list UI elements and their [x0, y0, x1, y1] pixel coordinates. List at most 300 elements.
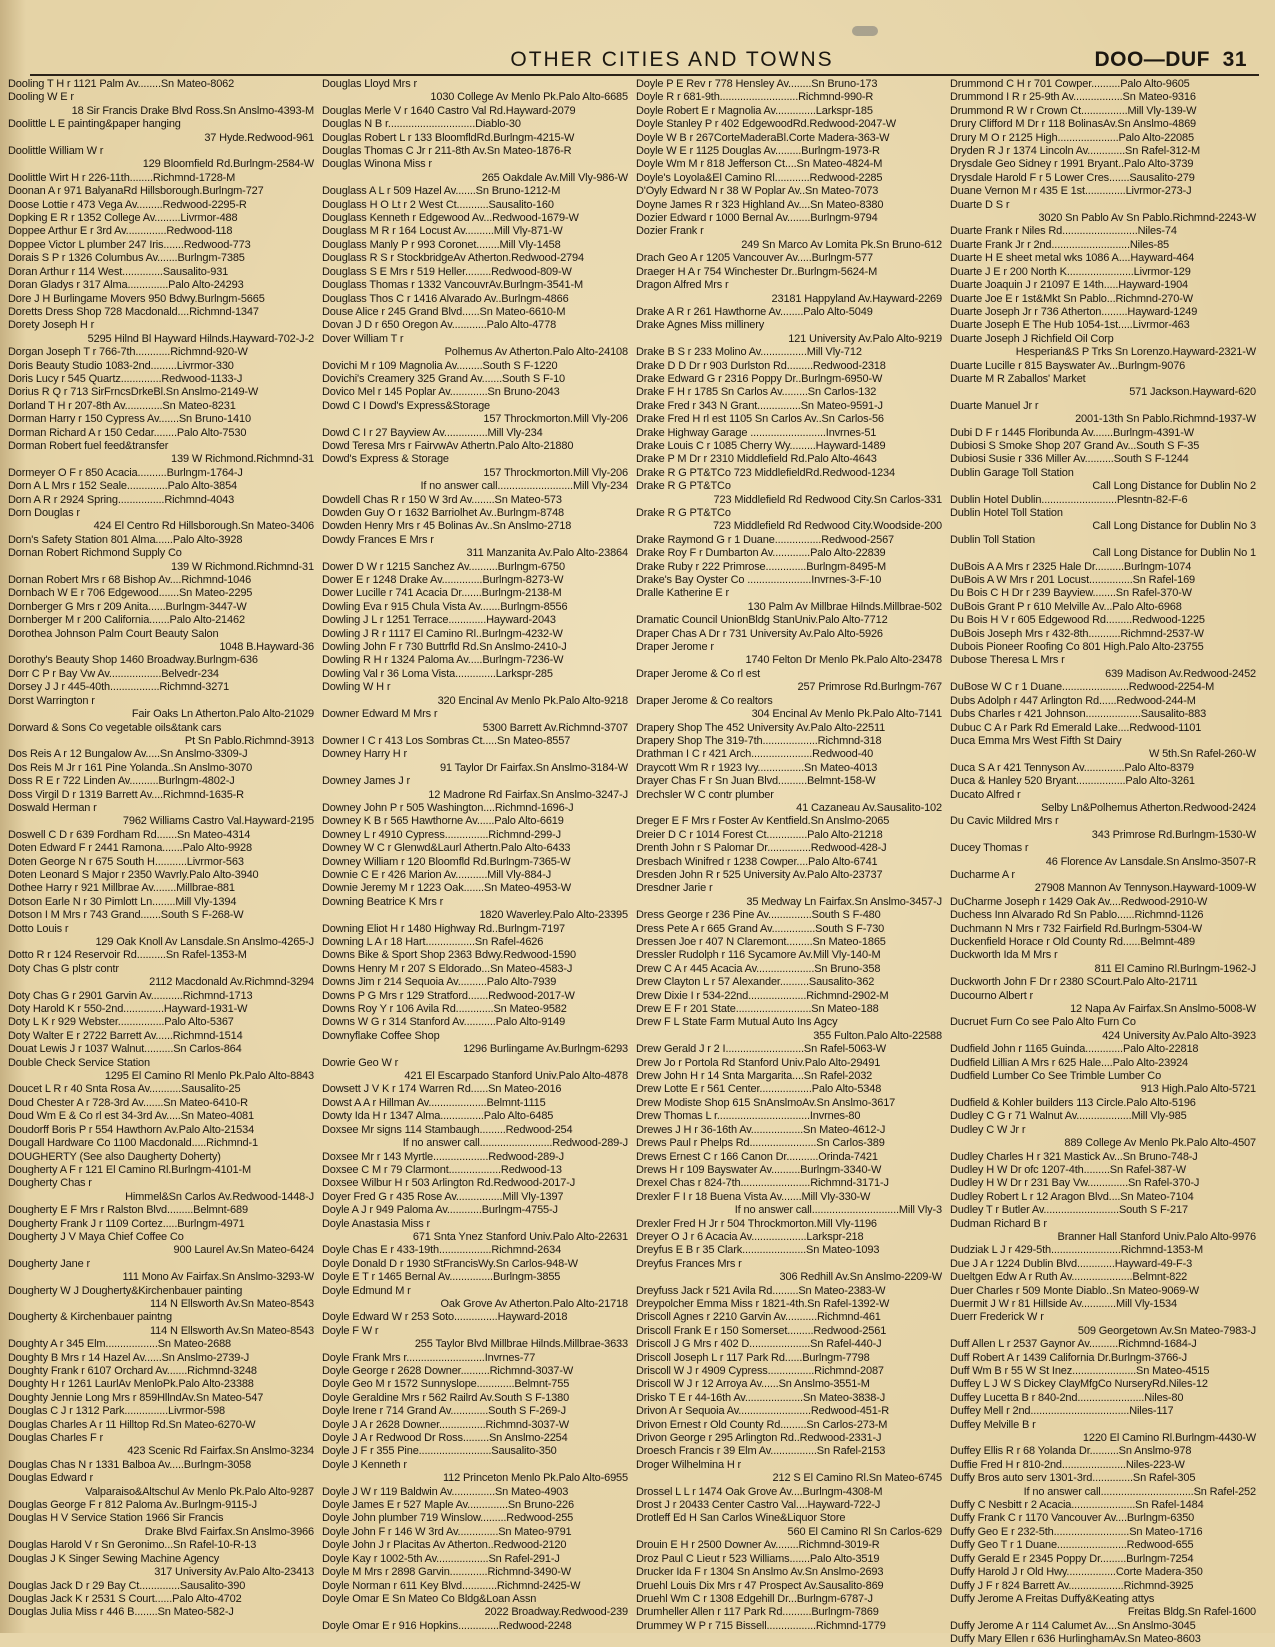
- directory-entry: Droz Paul C Lieut r 523 Williams.......Palo Alto-3519: [636, 1552, 880, 1565]
- directory-entry: Doxsee Wilbur H r 503 Arlington Rd.Redwood-2017-J: [322, 1177, 576, 1190]
- directory-entry: Selby Ln&Polhemus Atherton.Redwood-2424: [1041, 801, 1256, 814]
- directory-entry: Duchess Inn Alvarado Rd Sn Pablo......Richmnd-1126: [950, 909, 1204, 922]
- directory-entry: Dudley C G r 71 Walnut Av...................Mill Vly-985: [950, 1110, 1187, 1123]
- listing-column-2: [322, 78, 630, 1630]
- directory-entry: Dower E r 1248 Drake Av..............Burlngm-8273-W: [322, 574, 564, 587]
- directory-entry: Downs W G r 314 Stanford Av...........Palo Alto-9149: [322, 1016, 566, 1029]
- directory-entry: Doxsee Mr r 143 Myrtle...................Redwood-289-J: [322, 1150, 564, 1163]
- listing-column-1: [8, 78, 316, 1630]
- directory-entry: Duffie Fred H r 810-2nd......................Niles-223-W: [950, 1458, 1185, 1471]
- directory-entry: Douglas Charles F r: [8, 1432, 103, 1445]
- directory-entry: Dubs Charles r 421 Johnson...................Sausalito-883: [950, 708, 1207, 721]
- directory-entry: Duarte M R Zaballos' Market: [950, 372, 1086, 385]
- directory-entry: Dralle Katherine E r: [636, 587, 729, 600]
- directory-entry: Doten Edward F r 2441 Ramona.......Palo Alto-9928: [8, 842, 252, 855]
- directory-entry: Dorn A R r 2924 Spring................Richmnd-4043: [8, 493, 235, 506]
- directory-entry: Douglas Edward r: [8, 1472, 94, 1485]
- directory-entry: Drivon George r 295 Arlington Rd..Redwood-2331-J: [636, 1432, 882, 1445]
- directory-entry: Duffey L J W S Dickey ClayMfgCo NurseryRd.Niles-12: [950, 1378, 1208, 1391]
- directory-entry: Ducey Thomas r: [950, 842, 1029, 855]
- directory-entry: Douglas C J r 1312 Park...............Livrmor-598: [8, 1405, 226, 1418]
- directory-entry: Doolittle Wirt H r 226-11th........Richmnd-1728-M: [8, 171, 236, 184]
- directory-entry: Driscoll W J r 12 Arroya Av......Sn Anslmo-3551-M: [636, 1378, 870, 1391]
- directory-entry: Dos Reis M Jr r 161 Pine Yolanda..Sn Anslmo-3070: [8, 761, 253, 774]
- directory-entry: Dudfield Lumber Co See Trimble Lumber Co: [950, 1070, 1162, 1083]
- directory-entry: Douglas George F r 812 Paloma Av..Burlngm-9115-J: [8, 1499, 257, 1512]
- directory-entry: Duffy J F r 824 Barrett Av...................Richmnd-3925: [950, 1579, 1194, 1592]
- directory-entry: Dorman Harry r 150 Cypress Av.......Sn Bruno-1410: [8, 413, 251, 426]
- directory-entry: Dovichi M r 109 Magnolia Av.........South S F-1220: [322, 359, 558, 372]
- directory-entry: Doyle Geraldine Mrs r 562 Railrd Av.South S F-1380: [322, 1391, 570, 1404]
- directory-entry: 560 El Camino Rl Sn Carlos-629: [787, 1525, 942, 1538]
- directory-entry: 900 Laurel Av.Sn Mateo-6424: [173, 1244, 314, 1257]
- directory-entry: Duca Emma Mrs West Fifth St Dairy: [950, 734, 1122, 747]
- directory-entry: Doudorff Boris P r 554 Hawthorn Av.Palo Alto-21534: [8, 1123, 255, 1136]
- directory-entry: Duermit J W r 81 Hillside Av............Mill Vly-1534: [950, 1297, 1177, 1310]
- directory-entry: Doyle Robert E r Magnolia Av..............Larkspr-185: [636, 104, 873, 117]
- directory-entry: Dorman Richard A r 150 Cedar........Palo Alto-7530: [8, 426, 247, 439]
- directory-entry: Douglas Lloyd Mrs r: [322, 78, 417, 90]
- directory-entry: Drake R G PT&TCo 723 MiddlefieldRd.Redwood-1234: [636, 466, 895, 479]
- directory-entry: Duffy Bros auto serv 1301-3rd..............Sn Rafel-305: [950, 1472, 1196, 1485]
- directory-entry: 35 Medway Ln Fairfax.Sn Anslmo-3457-J: [746, 895, 942, 908]
- directory-entry: Doyle George r 2628 Downer..........Richmnd-3037-W: [322, 1365, 574, 1377]
- directory-entry: 27908 Mannon Av Tennyson.Hayward-1009-W: [1034, 882, 1256, 895]
- directory-entry: Dowd Teresa Mrs r FairvwAv Athertn.Palo Alto-21880: [322, 439, 574, 452]
- directory-entry: Dower Lucille r 741 Acacia Dr.......Burlngm-2138-M: [322, 587, 562, 600]
- directory-entry: Dower D W r 1215 Sanchez Av..........Burlngm-6750: [322, 560, 565, 573]
- directory-entry: Duca S A r 421 Tennyson Av..............Palo Alto-8379: [950, 761, 1194, 774]
- directory-entry: Dubois Pioneer Roofing Co 801 High.Palo Alto-23755: [950, 641, 1204, 654]
- directory-entry: Dothee Harry r 921 Millbrae Av........Millbrae-881: [8, 882, 235, 895]
- directory-entry: Drake R G PT&TCo: [636, 480, 731, 493]
- directory-entry: Duffy Jerome A r 114 Calumet Av....Sn Anslmo-3045: [950, 1619, 1196, 1632]
- directory-entry: Due J A r 1224 Dublin Blvd.............Hayward-49-F-3: [950, 1257, 1193, 1270]
- directory-entry: Douglass Thos C r 1416 Alvarado Av..Burlngm-4866: [322, 292, 569, 305]
- directory-entry: Drake D D Dr r 903 Durlston Rd.........Redwood-2318: [636, 359, 886, 372]
- directory-entry: Doty Chas G r 2901 Garvin Av...........Richmnd-1713: [8, 989, 253, 1002]
- directory-entry: Dowling John F r 730 Buttrfld Rd.Sn Anslmo-2410-J: [322, 641, 567, 654]
- directory-entry: 112 Princeton Menlo Pk.Palo Alto-6955: [442, 1472, 628, 1485]
- listing-column-3: [636, 78, 944, 1630]
- directory-entry: Dowsett J V K r 174 Warren Rd......Sn Mateo-2016: [322, 1083, 562, 1096]
- directory-entry: 311 Manzanita Av.Palo Alto-23864: [466, 547, 628, 560]
- directory-entry: Doppee Victor L plumber 247 Iris.......Redwood-773: [8, 238, 251, 251]
- directory-entry: Dorsey J J r 445-40th.................Richmnd-3271: [8, 681, 230, 694]
- directory-entry: Dreger E F Mrs r Foster Av Kentfield.Sn Anslmo-2065: [636, 815, 890, 828]
- directory-entry: Drews Paul r Phelps Rd.......................Sn Carlos-389: [636, 1137, 885, 1150]
- directory-entry: Dudley H W Dr r 231 Bay Vw..............Sn Rafel-370-J: [950, 1177, 1200, 1190]
- directory-entry: Duarte Joseph Jr r 736 Atherton.........Hayward-1249: [950, 305, 1198, 318]
- directory-entry: Drew Lotte E r 561 Center..................Palo Alto-5348: [636, 1083, 882, 1096]
- directory-entry: Duckenfield Horace r Old County Rd......Belmnt-489: [950, 936, 1196, 948]
- directory-entry: Drost J r 20433 Center Castro Val....Hayward-722-J: [636, 1499, 881, 1512]
- directory-entry: Douse Alice r 245 Grand Blvd......Sn Mateo-6610-M: [322, 305, 566, 318]
- directory-entry: Douglass Thomas r 1332 VancouvrAv.Burlngm-3541-M: [322, 279, 584, 292]
- directory-entry: Doten George N r 675 South H...........Livrmor-563: [8, 855, 244, 868]
- directory-entry: Downs P G Mrs r 129 Stratford.......Redwood-2017-W: [322, 989, 575, 1002]
- page-title: OTHER CITIES AND TOWNS: [510, 48, 834, 71]
- directory-entry: 1220 El Camino Rl.Burlngm-4430-W: [1082, 1432, 1256, 1445]
- directory-entry: Doten Leonard S Major r 2350 Wavrly.Palo Alto-3940: [8, 868, 259, 881]
- directory-entry: Dowden Henry Mrs r 45 Bolinas Av..Sn Anslmo-2718: [322, 520, 572, 533]
- directory-entry: Doughty B Mrs r 14 Hazel Av......Sn Anslmo-2739-J: [8, 1351, 250, 1364]
- directory-entry: Dougherty Jane r: [8, 1257, 90, 1270]
- ink-smudge: [852, 26, 878, 36]
- directory-entry: Doughty A r 345 Elm..................Sn Mateo-2688: [8, 1338, 232, 1351]
- directory-entry: 1296 Burlingame Av.Burlngm-6293: [463, 1043, 628, 1056]
- directory-entry: Dormeyer O F r 850 Acacia..........Burlngm-1764-J: [8, 466, 243, 479]
- directory-entry: Draper Chas A Dr r 731 University Av.Palo Alto-5926: [636, 627, 883, 640]
- directory-entry: 114 N Ellsworth Av.Sn Mateo-8543: [150, 1297, 314, 1310]
- directory-entry: 41 Cazaneau Av.Sausalito-102: [796, 801, 942, 814]
- directory-entry: Douglass R S r StockbridgeAv Atherton.Redwood-2794: [322, 252, 584, 265]
- directory-entry: Douglas Chas N r 1331 Balboa Av.....Burlngm-3058: [8, 1458, 252, 1471]
- directory-entry: Downey W C r Glenwd&Laurl Athertn.Palo Alto-6433: [322, 842, 571, 855]
- directory-entry: Doyle Edward W r 253 Soto...............Hayward-2018: [322, 1311, 568, 1324]
- directory-entry: Drake Blvd Fairfax.Sn Anslmo-3966: [144, 1525, 314, 1538]
- directory-entry: 139 W Richmond.Richmnd-31: [171, 453, 314, 466]
- directory-entry: Dudley Robert L r 12 Aragon Blvd....Sn Mateo-7104: [950, 1190, 1194, 1203]
- directory-entry: Dreier D C r 1014 Forest Ct..............Palo Alto-21218: [636, 828, 883, 841]
- directory-entry: Dovan J D r 650 Oregon Av............Palo Alto-4778: [322, 319, 557, 332]
- directory-entry: Doonan A r 971 BalyanaRd Hillsborough.Burlngm-727: [8, 185, 264, 198]
- directory-entry: Doyle James E r 527 Maple Av..............Sn Bruno-226: [322, 1499, 574, 1512]
- directory-entry: Duane Vernon M r 435 E 1st..............Livrmor-273-J: [950, 185, 1192, 198]
- directory-entry: Dorothea Johnson Palm Court Beauty Salon: [8, 627, 219, 640]
- directory-entry: Douglas Harold V r Sn Geronimo...Sn Rafel-10-R-13: [8, 1539, 257, 1552]
- directory-entry: Drysdale Harold F r 5 Lower Cres.......Sausalito-279: [950, 171, 1195, 184]
- directory-entry: Doyle Edmund M r: [322, 1284, 411, 1297]
- directory-entry: Duffey Mell r 2nd..................................Niles-117: [950, 1405, 1174, 1418]
- directory-entry: Douglas Jack D r 29 Bay Ct..............Sausalito-390: [8, 1579, 246, 1592]
- guide-words: DOO—DUF: [1094, 48, 1210, 71]
- directory-entry: Doyle Norman r 611 Key Blvd............Richmnd-2425-W: [322, 1579, 581, 1592]
- directory-entry: Doris Lucy r 545 Quartz..............Redwood-1133-J: [8, 372, 243, 385]
- directory-entry: 212 S El Camino Rl.Sn Mateo-6745: [772, 1472, 942, 1485]
- directory-entry: Drummond R W r Crown Ct................Mill Vly-139-W: [950, 104, 1197, 117]
- directory-entry: Drapery Shop The 319-7th...................Richmnd-318: [636, 734, 882, 747]
- directory-entry: Drexel Chas r 824-7th........................Richmnd-3171-J: [636, 1177, 889, 1190]
- directory-entry: 355 Fulton.Palo Alto-22588: [813, 1029, 942, 1042]
- directory-entry: Drisko T E r 44-16th Av....................Sn Mateo-3838-J: [636, 1391, 886, 1404]
- directory-entry: Drake B S r 233 Molino Av................Mill Vly-712: [636, 346, 862, 359]
- directory-entry: Dressen Joe r 407 N Claremont.........Sn Mateo-1865: [636, 936, 886, 948]
- directory-entry: Dressler Rudolph r 116 Sycamore Av.Mill Vly-140-M: [636, 949, 881, 962]
- directory-entry: 139 W Richmond.Richmnd-31: [171, 560, 314, 573]
- directory-entry: Dowling R H r 1324 Paloma Av.....Burlngm-7236-W: [322, 654, 564, 667]
- directory-entry: Dudman Richard B r: [950, 1217, 1047, 1230]
- directory-entry: Freitas Bldg.Sn Rafel-1600: [1127, 1606, 1256, 1619]
- directory-entry: Dubuc C A r Park Rd Emerald Lake....Redwood-1101: [950, 721, 1202, 734]
- directory-entry: Dresden John R r 525 University Av.Palo Alto-23737: [636, 868, 883, 881]
- directory-entry: Drake Highway Garage ..........................Invrnes-51: [636, 426, 877, 439]
- directory-entry: Drew F L State Farm Mutual Auto Ins Agcy: [636, 1016, 838, 1029]
- directory-entry: Drathman I C r 421 Arch.....................Redwood-40: [636, 748, 874, 761]
- directory-entry: Drew Gerald J r 2 I...........................Sn Rafel-5063-W: [636, 1043, 887, 1056]
- directory-entry: Doty Walter E r 2722 Barrett Av......Richmnd-1514: [8, 1029, 243, 1042]
- directory-entry: Downey James J r: [322, 775, 411, 788]
- directory-entry: Dowling J L r 1251 Terrace.............Hayward-2043: [322, 614, 556, 627]
- directory-entry: Downs Bike & Sport Shop 2363 Bdwy.Redwood-1590: [322, 949, 576, 962]
- directory-entry: Doxsee Mr signs 114 Stambaugh.........Redwood-254: [322, 1123, 573, 1136]
- directory-entry: Doxsee C M r 79 Clarmont..................Redwood-13: [322, 1163, 562, 1176]
- directory-entry: Dotson Earle N r 30 Pimlott Ln........Mill Vly-1394: [8, 895, 237, 908]
- directory-entry: Dore J H Burlingame Movers 950 Bdwy.Burlngm-5665: [8, 292, 265, 305]
- directory-entry: Duff Robert A r 1439 California Dr.Burlngm-3766-J: [950, 1351, 1188, 1364]
- directory-entry: Ducourno Albert r: [950, 989, 1034, 1002]
- directory-entry: Drysdale Geo Sidney r 1991 Bryant..Palo Alto-3739: [950, 158, 1194, 171]
- directory-entry: DuCharme Joseph r 1429 Oak Av....Redwood-2910-W: [950, 895, 1208, 908]
- directory-entry: Drenth John r S Palomar Dr...............Redwood-428-J: [636, 842, 887, 855]
- directory-entry: Dowling Eva r 915 Chula Vista Av.......Burlngm-8556: [322, 600, 568, 613]
- directory-entry: Dublin Hotel Toll Station: [950, 507, 1063, 519]
- directory-entry: Drew John H r 14 Snta Margarita....Sn Rafel-2032: [636, 1070, 873, 1083]
- directory-entry: Doyle Wm M r 818 Jefferson Ct....Sn Mateo-4824-M: [636, 158, 883, 171]
- directory-entry: Dudziak L J r 429-5th........................Richmnd-1353-M: [950, 1244, 1204, 1257]
- directory-entry: Duffey Lucetta B r 840-2nd.......................Niles-80: [950, 1391, 1184, 1404]
- directory-entry: Dougherty A F r 121 El Camino Rl.Burlngm-4101-M: [8, 1163, 252, 1176]
- directory-entry: Dreypolcher Emma Miss r 1821-4th.Sn Rafel-1392-W: [636, 1297, 890, 1310]
- directory-entry: Dubs Adolph r 447 Arlington Rd......Redwood-244-M: [950, 694, 1196, 707]
- directory-entry: Dougherty E F Mrs r Ralston Blvd.........Belmnt-689: [8, 1204, 248, 1217]
- directory-entry: Drossel L L r 1474 Oak Grove Av....Burlngm-4308-M: [636, 1485, 883, 1498]
- directory-entry: Dubose Theresa L Mrs r: [950, 654, 1065, 667]
- directory-entry: DuBois A W Mrs r 201 Locust...............Sn Rafel-169: [950, 574, 1196, 587]
- directory-entry: Druehl Wm C r 1308 Edgehill Dr...Burlngm-6787-J: [636, 1592, 873, 1605]
- directory-entry: Doyle M Mrs r 2898 Garvin.............Richmnd-3490-W: [322, 1566, 571, 1579]
- directory-entry: 424 El Centro Rd Hillsborough.Sn Mateo-3406: [93, 520, 314, 533]
- directory-entry: 12 Napa Av Fairfax.Sn Anslmo-5008-W: [1070, 1003, 1256, 1016]
- directory-entry: Downey Harry H r: [322, 748, 408, 761]
- directory-entry: Downey L r 4910 Cypress...............Richmnd-299-J: [322, 828, 561, 841]
- directory-entry: Drake Raymond G r 1 Duane................Redwood-2567: [636, 533, 895, 546]
- directory-entry: Duffy Geo T r 1 Duane........................Redwood-655: [950, 1539, 1194, 1552]
- directory-entry: Dovichi's Creamery 325 Grand Av.......South S F-10: [322, 372, 566, 385]
- directory-entry: 889 College Av Menlo Pk.Palo Alto-4507: [1064, 1137, 1256, 1150]
- directory-entry: Drew C A r 445 Acacia Av....................Sn Bruno-358: [636, 962, 881, 975]
- directory-entry: Draper Jerome & Co realtors: [636, 694, 773, 707]
- directory-entry: Doyle Omar E Sn Mateo Co Bldg&Loan Assn: [322, 1592, 537, 1605]
- directory-entry: Dowling Val r 36 Loma Vista..............Larkspr-285: [322, 667, 553, 680]
- directory-entry: Doud Wm E & Co rl est 34-3rd Av.....Sn Mateo-4081: [8, 1110, 254, 1123]
- directory-entry: Dougherty Chas r: [8, 1177, 92, 1190]
- directory-entry: Downs Jim r 214 Sequoia Av..........Palo Alto-7939: [322, 976, 557, 989]
- directory-entry: Downie Jeremy M r 1223 Oak.......Sn Mateo-4953-W: [322, 882, 571, 895]
- directory-entry: Dress Pete A r 665 Grand Av...............South S F-730: [636, 922, 885, 935]
- directory-entry: Dowling W H r: [322, 681, 391, 694]
- directory-entry: Branner Hall Stanford Univ.Palo Alto-9976: [1057, 1230, 1256, 1243]
- directory-entry: Himmel&Sn Carlos Av.Redwood-1448-J: [125, 1190, 314, 1203]
- directory-entry: Doyle J Kenneth r: [322, 1458, 407, 1471]
- directory-entry: Dress George r 236 Pine Av...............South S F-480: [636, 909, 881, 922]
- directory-entry: DuBois A A Mrs r 2325 Hale Dr..........Burlngm-1074: [950, 560, 1192, 573]
- directory-entry: 12 Madrone Rd Fairfax.Sn Anslmo-3247-J: [428, 788, 628, 801]
- directory-entry: Doretts Dress Shop 728 Macdonald....Richmnd-1347: [8, 305, 259, 318]
- directory-entry: Doyle Chas E r 433-19th..................Richmnd-2634: [322, 1244, 562, 1257]
- directory-entry: Doss Virgil D r 1319 Barrett Av....Richmnd-1635-R: [8, 788, 244, 801]
- directory-entry: Douglas Jack K r 2531 S Court......Palo Alto-4702: [8, 1592, 242, 1605]
- directory-entry: Doolittle L E painting&paper hanging: [8, 118, 181, 131]
- directory-entry: If no answer call.........................Redwood-289-J: [402, 1137, 628, 1150]
- directory-entry: Downey John P r 505 Washington....Richmnd-1696-J: [322, 801, 574, 814]
- directory-entry: Dragon Alfred Mrs r: [636, 279, 729, 292]
- directory-entry: Drivon A r Sequoia Av.........................Redwood-451-R: [636, 1405, 890, 1418]
- directory-entry: Dreyfuss Jack r 521 Avila Rd.........Sn Mateo-2383-W: [636, 1284, 886, 1297]
- directory-entry: 129 Bloomfield Rd.Burlngm-2584-W: [142, 158, 314, 171]
- directory-entry: Douglas N B r..............................Diablo-30: [322, 118, 521, 131]
- directory-entry: Ducato Alfred r: [950, 788, 1021, 801]
- directory-entry: DOUGHERTY (See also Daugherty Doherty): [8, 1150, 221, 1163]
- directory-entry: Doyle R r 681-9th...........................Richmnd-990-R: [636, 91, 874, 104]
- directory-entry: Downing Beatrice K Mrs r: [322, 895, 444, 908]
- directory-entry: Dozier Edward r 1000 Bernal Av........Burlngm-9794: [636, 212, 878, 225]
- directory-entry: Dos Reis A r 12 Bungalow Av.....Sn Anslmo-3309-J: [8, 748, 248, 761]
- directory-entry: Drayer Chas F r Sn Juan Blvd..........Belmnt-158-W: [636, 775, 876, 788]
- directory-entry: Dorward & Sons Co vegetable oils&tank cars: [8, 721, 222, 734]
- directory-entry: Dreyfus E B r 35 Clark......................Sn Mateo-1093: [636, 1244, 880, 1257]
- directory-entry: Doyle John J r Placitas Av Atherton..Redwood-2120: [322, 1539, 567, 1552]
- directory-entry: Doyle W E r 1125 Douglas Av.........Burlngm-1973-R: [636, 145, 880, 158]
- directory-entry: Hesperian&S P Trks Sn Lorenzo.Hayward-2321-W: [1015, 346, 1256, 359]
- directory-entry: 129 Oak Knoll Av Lansdale.Sn Anslmo-4265-J: [95, 936, 314, 948]
- directory-entry: Dowrie Geo W r: [322, 1056, 399, 1069]
- directory-entry: 1740 Felton Dr Menlo Pk.Palo Alto-23478: [745, 654, 942, 667]
- directory-entry: Dudley Charles H r 321 Mastick Av...Sn Bruno-748-J: [950, 1150, 1198, 1163]
- directory-entry: Duffy Frank C r 1170 Vancouver Av....Burlngm-6350: [950, 1512, 1195, 1525]
- directory-entry: 1295 El Camino Rl Menlo Pk.Palo Alto-8843: [104, 1070, 314, 1083]
- directory-entry: Duff Allen L r 2537 Gaynor Av..........Richmnd-1684-J: [950, 1338, 1197, 1351]
- directory-entry: Dowd's Express & Storage: [322, 453, 449, 466]
- directory-entry: Doyle F W r: [322, 1324, 379, 1337]
- directory-entry: Driscoll W J r 4909 Cypress................Richmnd-2087: [636, 1365, 884, 1377]
- directory-entry: Draeger H A r 754 Winchester Dr..Burlngm-5624-M: [636, 265, 878, 278]
- directory-entry: Duarte Frank Jr r 2nd...........................Niles-85: [950, 238, 1170, 251]
- directory-entry: Dougall Hardware Co 1100 Macdonald.....Richmnd-1: [8, 1137, 259, 1150]
- directory-entry: 5295 Hilnd Bl Hayward Hilnds.Hayward-702-J-2: [87, 332, 314, 345]
- directory-entry: 1030 College Av Menlo Pk.Palo Alto-6685: [430, 91, 628, 104]
- directory-entry: 723 Middlefield Rd Redwood City.Woodside-200: [712, 520, 942, 533]
- directory-entry: 37 Hyde.Redwood-961: [204, 131, 314, 144]
- directory-entry: Draycott Wm R r 1923 Ivy................Sn Mateo-4013: [636, 761, 878, 774]
- directory-entry: Valparaiso&Altschul Av Menlo Pk.Palo Alto-9287: [85, 1485, 314, 1498]
- directory-entry: Doyle E T r 1465 Bernal Av...............Burlngm-3855: [322, 1271, 561, 1284]
- directory-entry: Dowst A A r Hillman Av....................Belmnt-1115: [322, 1096, 546, 1109]
- directory-entry: Drury M O r 2125 High.....................Palo Alto-22085: [950, 131, 1194, 144]
- directory-entry: Doty L K r 929 Webster................Palo Alto-5367: [8, 1016, 234, 1029]
- directory-entry: Drake Fred r 343 N Grant...............Sn Mateo-9591-J: [636, 399, 883, 412]
- directory-entry: Drew Thomas L r................................Invrnes-80: [636, 1110, 861, 1123]
- directory-entry: Doyle Stanley P r 402 EdgewoodRd.Redwood-2047-W: [636, 118, 896, 131]
- directory-entry: Doolittle William W r: [8, 145, 104, 158]
- directory-entry: 424 University Av.Palo Alto-3923: [1102, 1029, 1256, 1042]
- directory-entry: Dorn's Safety Station 801 Alma......Palo Alto-3928: [8, 533, 243, 546]
- directory-entry: Doty Chas G plstr contr: [8, 962, 119, 975]
- directory-entry: Driscoll J G Mrs r 402 D.....................Sn Rafel-440-J: [636, 1338, 882, 1351]
- directory-entry: 723 Middlefield Rd Redwood City.Sn Carlos-331: [713, 493, 942, 506]
- directory-entry: Doyle John plumber 719 Winslow.........Redwood-255: [322, 1512, 574, 1525]
- directory-entry: Dubiosi S Smoke Shop 207 Grand Av...South S F-35: [950, 439, 1200, 452]
- directory-entry: Duffey Melville B r: [950, 1418, 1036, 1431]
- directory-entry: 7962 Williams Castro Val.Hayward-2195: [122, 815, 314, 828]
- directory-entry: Drapery Shop The 452 University Av.Palo Alto-22511: [636, 721, 886, 734]
- directory-entry: Doppee Arthur E r 3rd Av..............Redwood-118: [8, 225, 233, 238]
- page-number: 31: [1222, 48, 1247, 71]
- directory-entry: Duerr Frederick W r: [950, 1311, 1044, 1324]
- directory-entry: Dorn Douglas r: [8, 507, 80, 519]
- directory-entry: Dreyer O J r 6 Acacia Av...................Larkspr-218: [636, 1230, 864, 1243]
- directory-entry: If no answer call..........................Mill Vly-234: [420, 480, 628, 493]
- directory-entry: 671 Snta Ynez Stanford Univ.Palo Alto-22631: [412, 1230, 628, 1243]
- directory-entry: Duffy Gerald E r 2345 Poppy Dr.........Burlngm-7254: [950, 1552, 1194, 1565]
- directory-entry: 304 Encinal Av Menlo Pk.Palo Alto-7141: [751, 708, 942, 721]
- directory-entry: Drake Roy F r Dumbarton Av.............Palo Alto-22839: [636, 547, 886, 560]
- directory-entry: Doyle Omar E r 916 Hopkins..............Redwood-2248: [322, 1619, 572, 1632]
- directory-entry: Douglass H O Lt r 2 West Ct...........Sausalito-160: [322, 198, 554, 211]
- directory-entry: Doyle Irene r 714 Grand Av.............South S F-269-J: [322, 1405, 567, 1418]
- directory-entry: Drewes J H r 36-16th Av..................Sn Mateo-4612-J: [636, 1123, 886, 1136]
- directory-entry: Duca & Hanley 520 Bryant.................Palo Alto-3261: [950, 775, 1195, 788]
- directory-entry: Drumheller Allen r 117 Park Rd..........Burlngm-7869: [636, 1606, 879, 1619]
- directory-entry: Polhemus Av Atherton.Palo Alto-24108: [444, 346, 628, 359]
- directory-entry: Duckworth Ida M Mrs r: [950, 949, 1058, 962]
- directory-entry: Duffy Geo E r 232-5th..........................Sn Mateo-1716: [950, 1525, 1203, 1538]
- directory-entry: Doyle's Loyola&El Camino Rl............Redwood-2285: [636, 171, 883, 184]
- directory-entry: 1048 B.Hayward-36: [219, 641, 314, 654]
- directory-entry: Drake A R r 261 Hawthorne Av........Palo Alto-5049: [636, 305, 873, 318]
- directory-entry: Drews Ernest C r 166 Canon Dr...........Orinda-7421: [636, 1150, 878, 1163]
- directory-entry: 46 Florence Av Lansdale.Sn Anslmo-3507-R: [1045, 855, 1256, 868]
- directory-entry: If no answer call................................Sn Rafel-252: [1023, 1485, 1256, 1498]
- directory-entry: Doyle P E Rev r 778 Hensley Av........Sn Bruno-173: [636, 78, 878, 90]
- directory-entry: Dorman Robert fuel feed&transfer: [8, 439, 169, 452]
- directory-entry: Fair Oaks Ln Atherton.Palo Alto-21029: [131, 708, 314, 721]
- directory-entry: Dublin Hotel Dublin..........................Plesntn-82-F-6: [950, 493, 1188, 506]
- directory-entry: 23181 Happyland Av.Hayward-2269: [771, 292, 942, 305]
- directory-entry: Dramatic Council UnionBldg StanUniv.Palo Alto-7712: [636, 614, 888, 627]
- directory-entry: 114 N Ellsworth Av.Sn Mateo-8543: [150, 1324, 314, 1337]
- directory-entry: Downs Henry M r 207 S Eldorado...Sn Mateo-4583-J: [322, 962, 573, 975]
- directory-entry: Dowd C I Dowd's Express&Storage: [322, 399, 491, 412]
- directory-entry: Dornberger M r 200 California.......Palo Alto-21462: [8, 614, 245, 627]
- directory-entry: 320 Encinal Av Menlo Pk.Palo Alto-9218: [437, 694, 628, 707]
- directory-entry: Dowdell Chas R r 150 W 3rd Av........Sn Mateo-573: [322, 493, 562, 506]
- directory-entry: 2001-13th Sn Pablo.Richmnd-1937-W: [1075, 413, 1256, 426]
- directory-entry: 18 Sir Francis Drake Blvd Ross.Sn Anslmo-4393-M: [71, 104, 314, 117]
- directory-entry: Drummey W P r 715 Bissell.................Richmnd-1779: [636, 1619, 886, 1632]
- directory-entry: Dudley H W Dr ofc 1207-4th.........Sn Rafel-387-W: [950, 1163, 1186, 1176]
- directory-entry: W 5th.Sn Rafel-260-W: [1148, 748, 1256, 761]
- directory-entry: Doyle John F r 146 W 3rd Av..............Sn Mateo-9791: [322, 1525, 572, 1538]
- directory-entry: 111 Mono Av Fairfax.Sn Anslmo-3293-W: [122, 1271, 314, 1284]
- directory-entry: Dorgan Joseph T r 766-7th............Richmnd-920-W: [8, 346, 248, 359]
- directory-entry: Downing L A r 18 Hart.................Sn Rafel-4626: [322, 936, 544, 948]
- directory-entry: Dubi D F r 1445 Floribunda Av.......Burlngm-4391-W: [950, 426, 1194, 439]
- directory-entry: Dudfield John r 1165 Guinda.............Palo Alto-22818: [950, 1043, 1199, 1056]
- directory-entry: Dryden R J r 1374 Lincoln Av.............Sn Rafel-312-M: [950, 145, 1200, 158]
- directory-entry: Draper Jerome r: [636, 641, 714, 654]
- directory-entry: Doris Beauty Studio 1083-2nd.........Livrmor-330: [8, 359, 234, 372]
- directory-entry: Drouin E H r 2500 Downer Av........Richmnd-3019-R: [636, 1539, 880, 1552]
- directory-entry: 257 Primrose Rd.Burlngm-767: [797, 681, 942, 694]
- directory-entry: 121 University Av.Palo Alto-9219: [788, 332, 942, 345]
- directory-entry: Drews H r 109 Bayswater Av..........Burlngm-3340-W: [636, 1163, 882, 1176]
- directory-entry: Douglass Kenneth r Edgewood Av...Redwood-1679-W: [322, 212, 579, 225]
- directory-entry: Duchmann N Mrs r 732 Fairfield Rd.Burlngm-5304-W: [950, 922, 1202, 935]
- directory-entry: Doyle Donald D r 1930 StFrancisWy.Sn Carlos-948-W: [322, 1257, 578, 1270]
- directory-entry: Droesch Francis r 39 Elm Av................Sn Rafel-2153: [636, 1445, 886, 1458]
- directory-entry: 306 Redhill Av.Sn Anslmo-2209-W: [779, 1271, 942, 1284]
